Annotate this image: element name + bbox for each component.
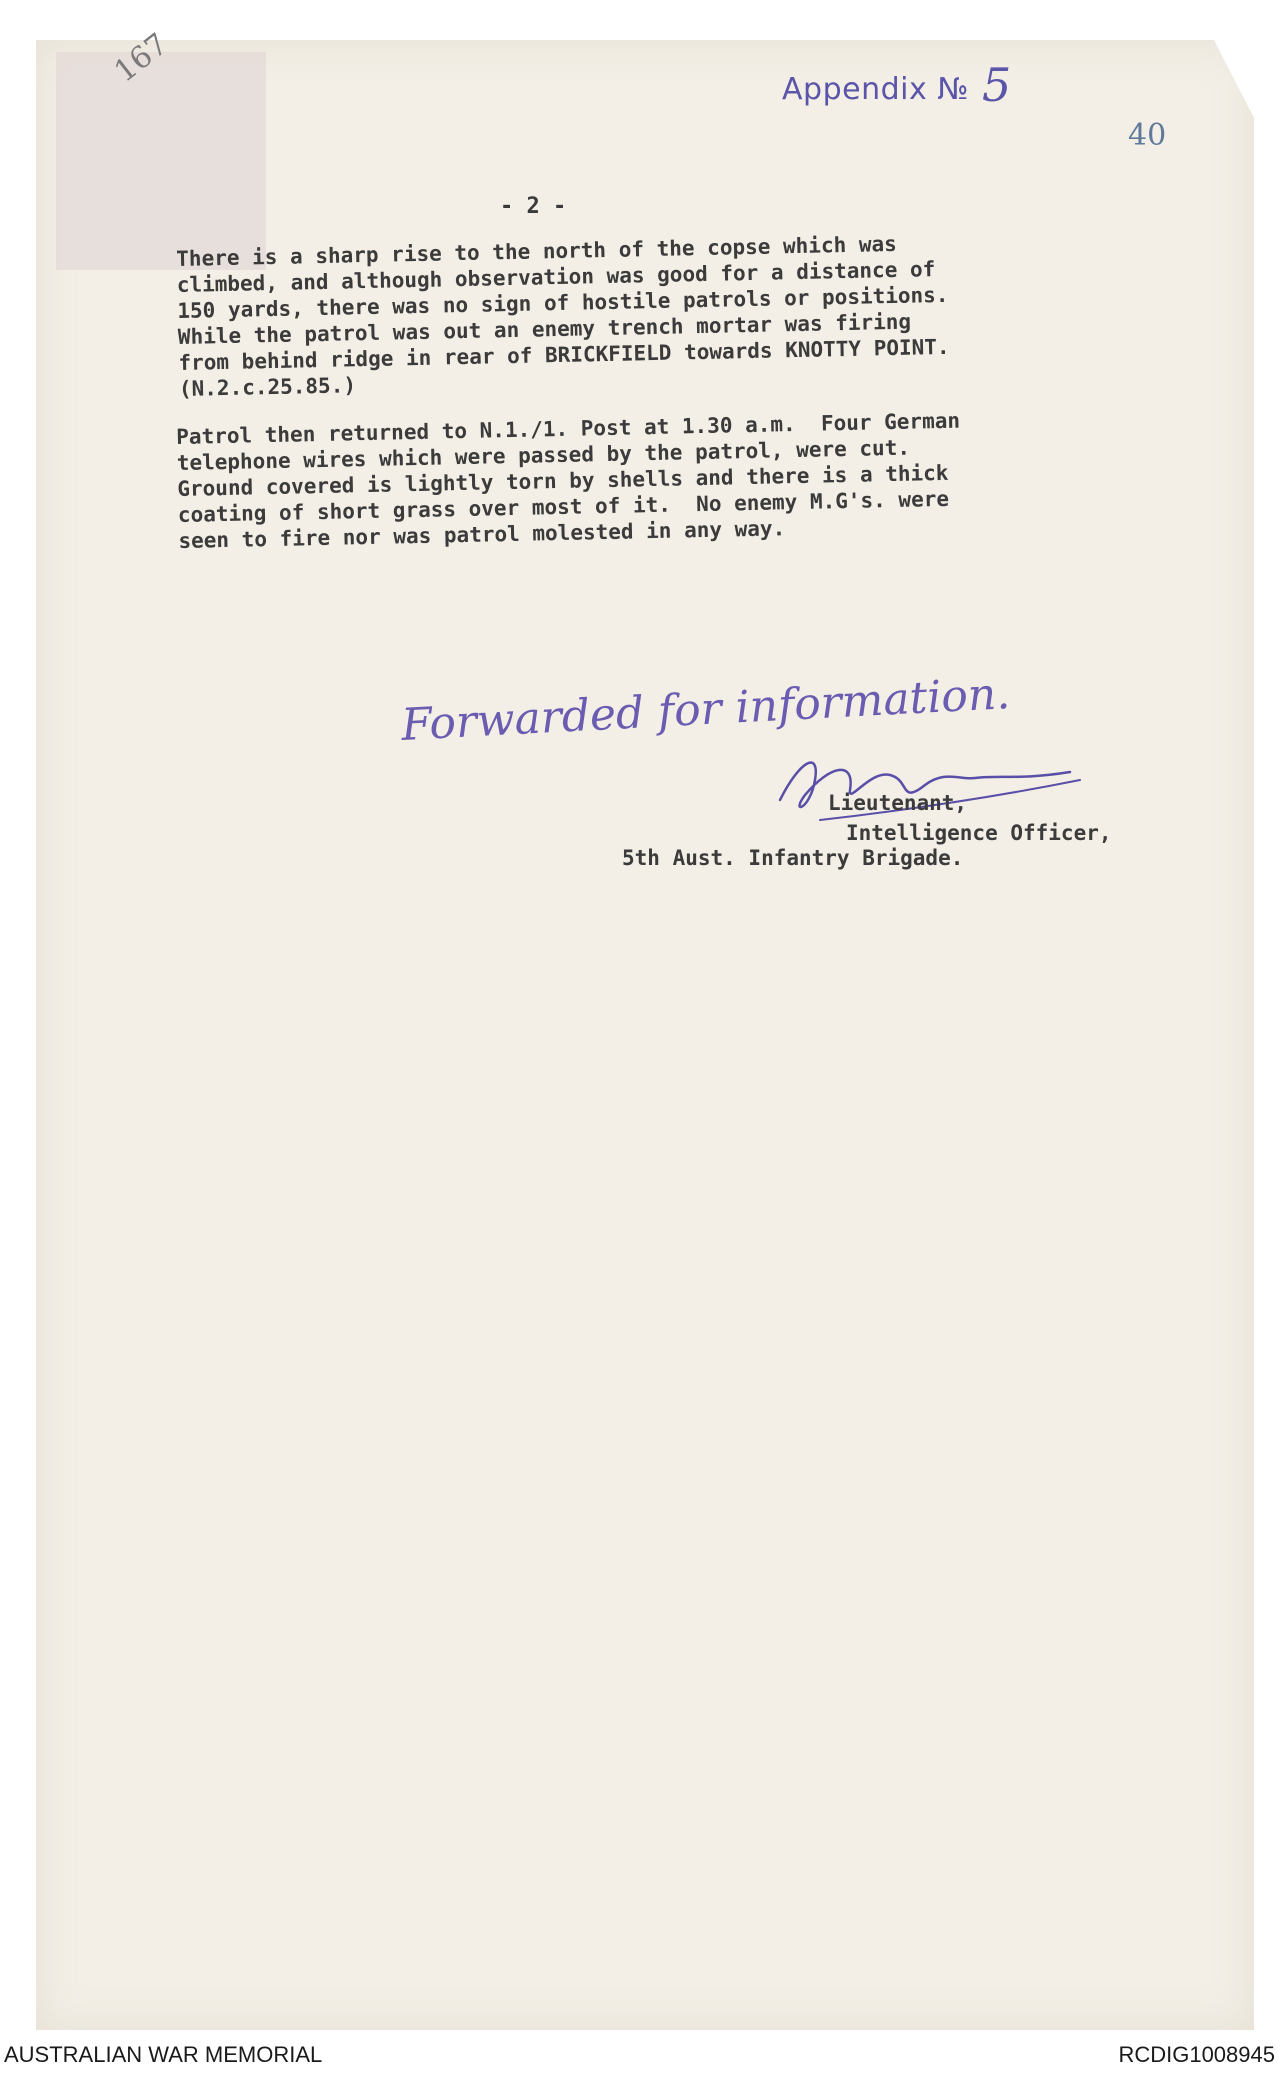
footer-record-id: RCDIG1008945 (1118, 2042, 1275, 2067)
body-paragraph-1: There is a sharp rise to the north of the copse which was climbed, and although observation was good for a distance of 150 yards, there was no sign of hostile patrols or positions. While the patrol was out an enemy trench mortar was firing from behind ridge in rear of BRICKFIELD towards KNOTTY POINT. (N.2.c.25.85.) (176, 231, 950, 401)
signature-unit: 5th Aust. Infantry Brigade. (622, 846, 964, 870)
appendix-stamp: Appendix № (782, 72, 969, 107)
handwritten-forwarding-note: Forwarded for information. (400, 668, 1012, 751)
appendix-number: 5 (982, 58, 1012, 112)
footer-institution: AUSTRALIAN WAR MEMORIAL (4, 2042, 323, 2067)
page-number: - 2 - (500, 194, 567, 219)
discolored-corner (56, 52, 266, 270)
signature-role: Intelligence Officer, (846, 821, 1112, 845)
folio-number-top-right: 40 (1128, 118, 1167, 153)
handwritten-signature (760, 740, 1090, 830)
signature-rank: Lieutenant, (828, 791, 968, 815)
body-paragraph-2: Patrol then returned to N.1./1. Post at 1.30 a.m. Four German telephone wires which were passed by the patrol, were cut. Ground covered is lightly torn by shells and there is a thick coating of short grass over most of it. No enemy M.G's. were seen to fire nor was patrol molested in any way. (176, 408, 961, 553)
folio-number-top-left: 167 (108, 26, 175, 90)
